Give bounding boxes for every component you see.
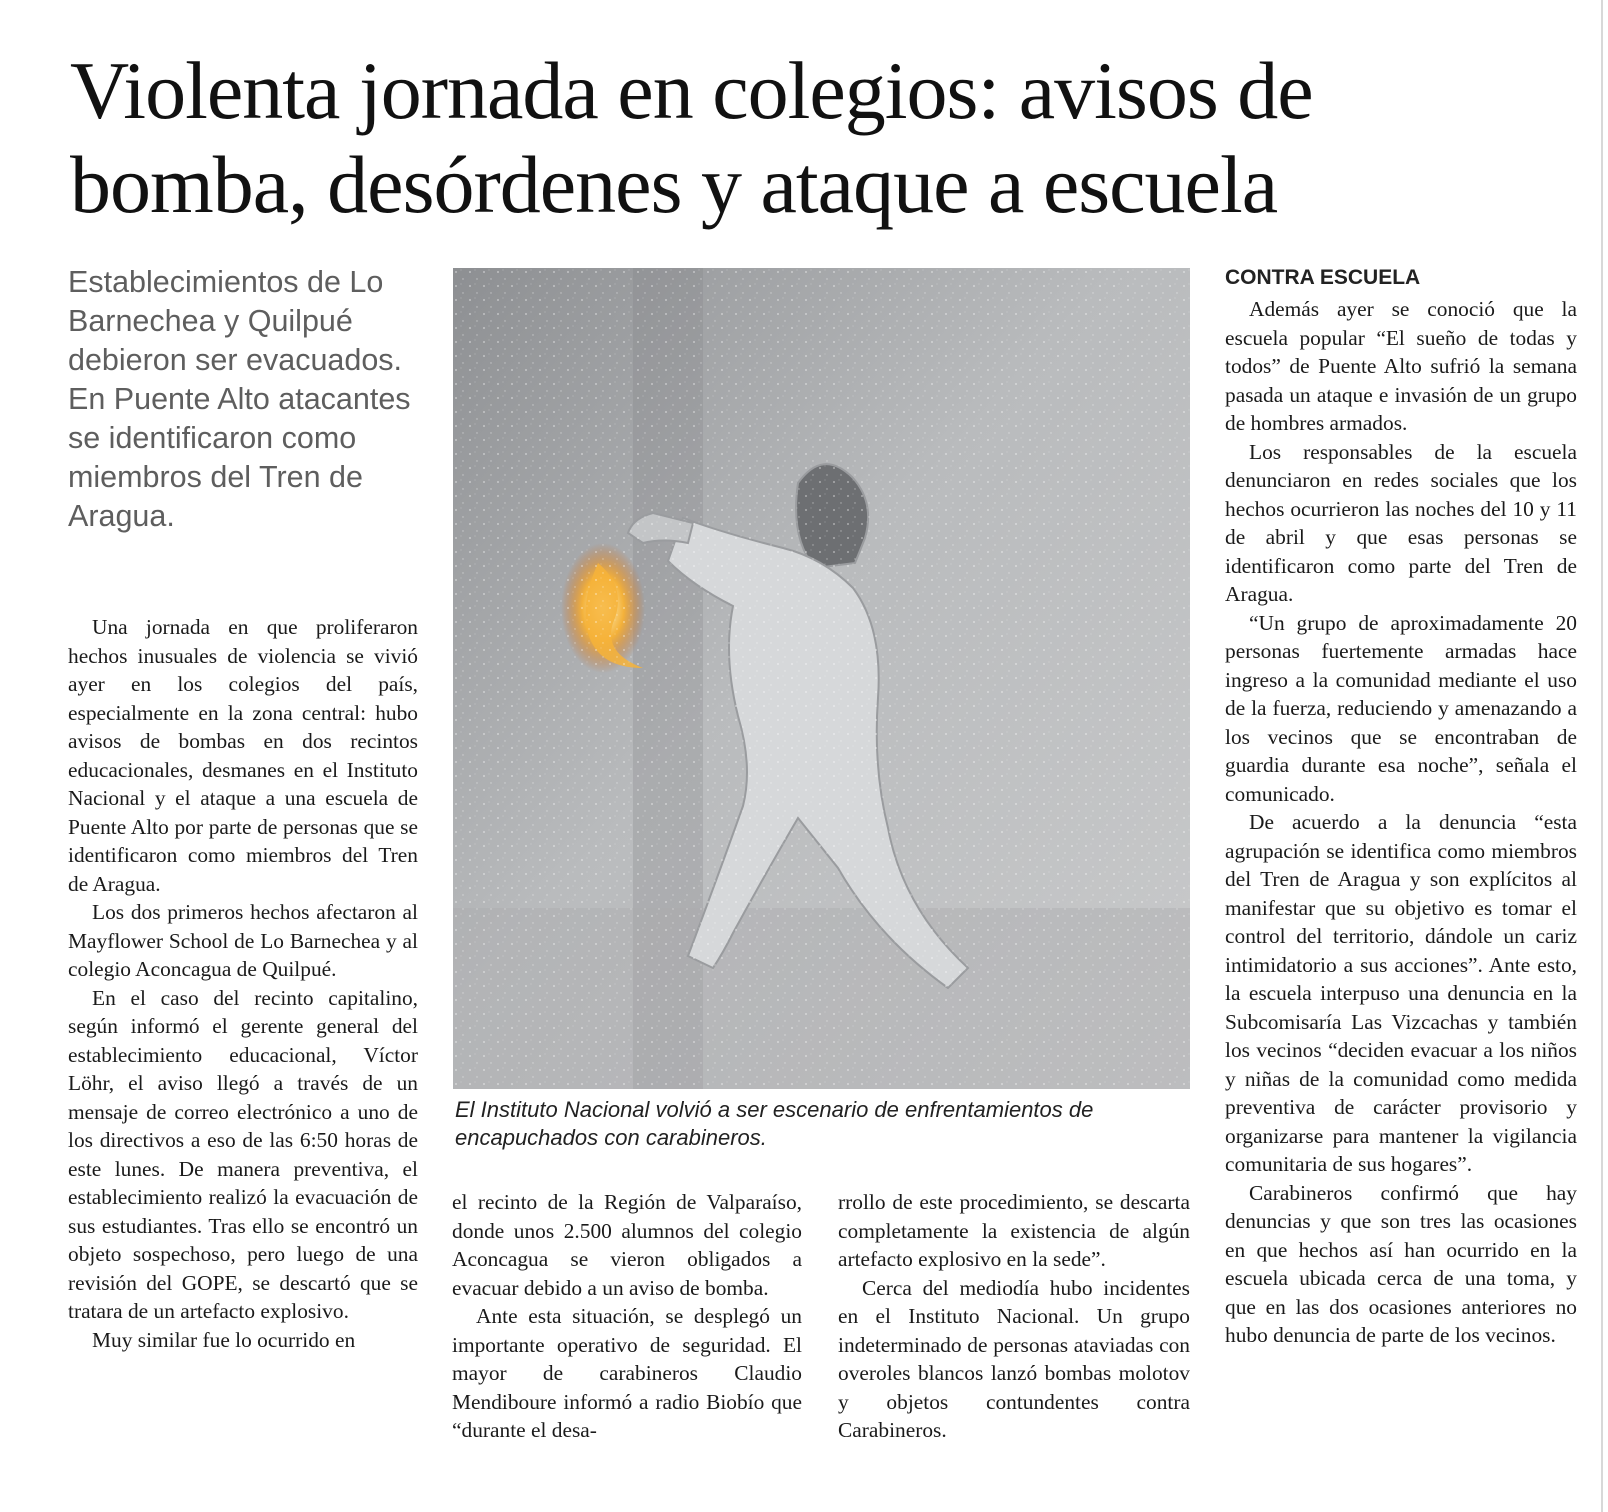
headline-line-1: Violenta jornada en colegios: avisos de: [70, 45, 1313, 136]
paragraph: Ante esta situación, se desplegó un importante operativo de seguridad. El mayor de carabineros Claudio Mendiboure informó a radio Biobío que “durante el desa-: [452, 1304, 802, 1442]
headline-line-2: bomba, desórdenes y ataque a escuela: [70, 139, 1278, 230]
paragraph: Cerca del mediodía hubo incidentes en el Instituto Nacional. Un grupo indeterminado de personas ataviadas con overoles blancos lanzó bombas molotov y objetos contundentes contra Carabineros.: [838, 1275, 1190, 1442]
paragraph: rrollo de este procedimiento, se descarta completamente la existencia de algún artefacto explosivo en la sede”.: [838, 1190, 1190, 1271]
sidebar-column: [1225, 263, 1577, 1350]
body-column-1: [68, 613, 418, 1354]
sidebar-heading: CONTRA ESCUELA: [1225, 266, 1421, 289]
paragraph: Muy similar fue lo ocurrido en: [92, 1327, 356, 1352]
article-headline: [70, 44, 1550, 232]
paragraph: Carabineros confirmó que hay denuncias y que son tres las ocasiones en que hechos así han ocurrido en la escuela ubicada cerca de una toma, y que en las dos ocasiones anteriores no hubo denuncia de parte de los vecinos.: [1225, 1180, 1577, 1347]
photo-caption: El Instituto Nacional volvió a ser escenario de enfrentamientos de encapuchados con carabineros.: [455, 1097, 1094, 1150]
paragraph: En el caso del recinto capitalino, según informó el gerente general del establecimiento educacional, Víctor Löhr, el aviso llegó a través de un mensaje de correo electrónico a uno de los directivos a eso de las 6:50 horas de este lunes. De manera preventiva, el establecimiento realizó la evacuación de sus estudiantes. Tras ello se encontró un objeto sospechoso, pero luego de una revisión del GOPE, se descartó que se tratara de un artefacto explosivo.: [68, 985, 418, 1323]
paragraph: el recinto de la Región de Valparaíso, donde unos 2.500 alumnos del colegio Aconcagua se vieron obligados a evacuar debido a un aviso de bomba.: [452, 1190, 802, 1300]
body-column-2: [452, 1188, 802, 1445]
paragraph: Los responsables de la escuela denunciaron en redes sociales que los hechos ocurrieron las noches del 10 y 11 de abril y que esas personas se identificaron como parte del Tren de Aragua.: [1225, 439, 1577, 606]
paragraph: Además ayer se conoció que la escuela popular “El sueño de todas y todos” de Puente Alto sufrió la semana pasada un ataque e invasión de un grupo de hombres armados.: [1225, 297, 1577, 435]
article-photo: [453, 268, 1190, 1089]
page-edge-rule: [1601, 0, 1603, 1512]
paragraph: “Un grupo de aproximadamente 20 personas fuertemente armadas hace ingreso a la comunidad mediante el uso de la fuerza, reduciendo y amenazando a los vecinos que se encontraban de guardia durante esa noche”, señala el comunicado.: [1225, 610, 1577, 806]
paragraph: Una jornada en que proliferaron hechos inusuales de violencia se vivió ayer en los colegios del país, especialmente en la zona central: hubo avisos de bombas en dos recintos educacionales, desmanes en el Instituto Nacional y el ataque a una escuela de Puente Alto por parte de personas que se identificaron como miembros del Tren de Aragua.: [68, 615, 418, 896]
article-deck: Establecimientos de Lo Barnechea y Quilpué debieron ser evacuados. En Puente Alto atacantes se identificaron como miembros del Tren de Aragua.: [68, 265, 411, 533]
paragraph: De acuerdo a la denuncia “esta agrupación se identifica como miembros del Tren de Aragua y son explícitos al manifestar que su objetivo es tomar el control del territorio, dándole un cariz intimidatorio a sus acciones”. Ante esto, la escuela interpuso una denuncia en la Subcomisaría Las Vizcachas y también los vecinos “deciden evacuar a los niños y niñas de la comunidad como medida preventiva de carácter provisorio y organizarse para mantener la vigilancia comunitaria de sus hogares”.: [1225, 810, 1577, 1176]
body-column-3: [838, 1188, 1190, 1445]
paragraph: Los dos primeros hechos afectaron al Mayflower School de Lo Barnechea y al colegio Aconcagua de Quilpué.: [68, 900, 418, 981]
